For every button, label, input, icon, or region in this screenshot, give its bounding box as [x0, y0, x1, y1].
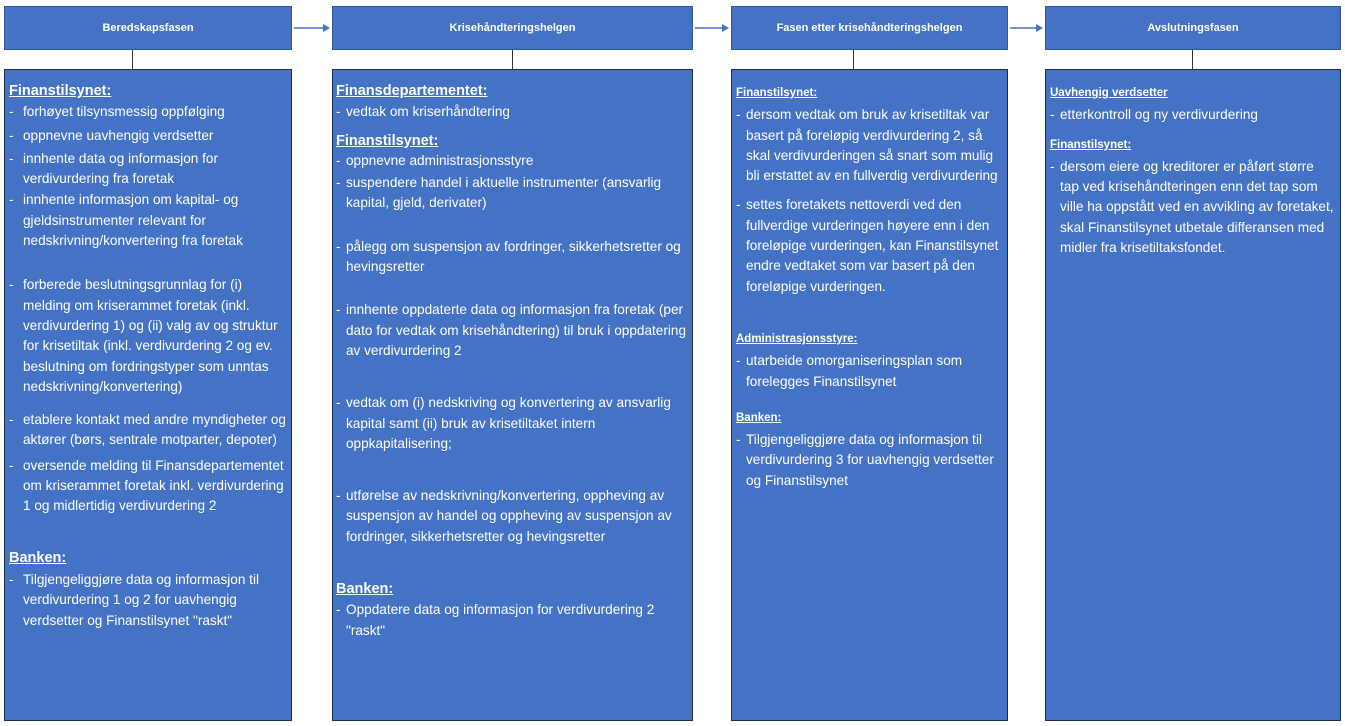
list-item: - utarbeide omorganiseringsplan som forelegges Finanstilsynet [736, 351, 1003, 392]
section-heading: Finanstilsynet: [336, 132, 439, 149]
section-heading: Banken: [336, 581, 394, 598]
list-item: - etablere kontakt med andre myndigheter og aktører (børs, sentrale motparter, depoter) [9, 410, 287, 451]
list-item: - forberede beslutningsgrunnlag for (i) melding om kriserammet foretak (inkl. verdivurdering 1) og (ii) valg av og struktur for krisetiltak (inkl. verdivurdering 2 og ev. beslutning om fordringstyper som unntas nedskrivning/konvertering) [9, 275, 287, 397]
list-item: - suspendere handel i aktuelle instrumenter (ansvarlig kapital, gjeld, derivater) [336, 173, 688, 214]
phase-box-beredskapsfasen [4, 69, 292, 721]
phase-box-avslutningsfasen [1045, 69, 1341, 721]
list-item: - vedtak om (i) nedskriving og konvertering av ansvarlig kapital samt (ii) bruk av krisetiltaket intern oppkapitalisering; [336, 393, 688, 454]
flow-arrow-icon [293, 22, 331, 34]
list-item: - innhente oppdaterte data og informasjon fra foretak (per dato for vedtak om krisehåndtering) til bruk i oppdatering av verdivurdering 2 [336, 300, 688, 361]
phase-header-avslutningsfasen [1045, 6, 1341, 50]
phase-title: Beredskapsfasen [102, 22, 194, 34]
phase-header-beredskapsfasen [4, 6, 292, 50]
list-item: - pålegg om suspensjon av fordringer, sikkerhetsretter og hevingsretter [336, 237, 688, 278]
section-heading: Administrasjonsstyre: [736, 332, 858, 345]
connector-line [853, 50, 854, 69]
phase-title: Krisehåndteringshelgen [449, 22, 576, 34]
section-heading: Banken: [736, 411, 782, 424]
section-heading: Banken: [9, 549, 67, 566]
list-item: - utførelse av nedskrivning/konvertering, oppheving av suspensjon av handel og oppheving av suspensjon av fordringer, sikkerhetsretter og hevingsretter [336, 486, 688, 547]
connector-line [1192, 50, 1193, 69]
list-item: - etterkontroll og ny verdivurdering [1050, 105, 1336, 125]
list-item: - oppnevne uavhengig verdsetter [9, 126, 287, 146]
list-item: - oppnevne administrasjonsstyre [336, 151, 688, 171]
section-heading: Uavhengig verdsetter [1050, 87, 1168, 99]
phase-title: Avslutningsfasen [1147, 22, 1239, 34]
list-item: - innhente informasjon om kapital- og gjeldsinstrumenter relevant for nedskrivning/konvertering fra foretak [9, 190, 287, 251]
phase-header-fasen-etter [731, 6, 1008, 50]
list-item: - innhente data og informasjon for verdivurdering fra foretak [9, 149, 287, 190]
connector-line [132, 50, 133, 69]
list-item: - settes foretakets nettoverdi ved den fullverdige vurderingen høyere enn i den foreløpige vurderingen, kan Finanstilsynet endre vedtaket som var basert på den foreløpige vurderingen. [736, 195, 1003, 296]
section-heading: Finanstilsynet: [9, 83, 112, 99]
section-heading: Finanstilsynet: [1050, 138, 1132, 151]
list-item: - Oppdatere data og informasjon for verdivurdering 2 "raskt" [336, 600, 688, 641]
connector-line [512, 50, 513, 69]
list-item: - forhøyet tilsynsmessig oppfølging [9, 102, 287, 122]
list-item: - Tilgjengeliggjøre data og informasjon til verdivurdering 1 og 2 for uavhengig verdsetter og Finanstilsynet "raskt" [9, 570, 287, 631]
list-item: - vedtak om kriserhåndtering [336, 102, 688, 122]
phase-box-fasen-etter [731, 69, 1008, 721]
flow-arrow-icon [694, 22, 730, 34]
list-item: - dersom vedtak om bruk av krisetiltak var basert på foreløpig verdivurdering 2, så skal verdivurderingen så snart som mulig bli erstattet av en fullverdig verdivurdering [736, 105, 1003, 186]
section-heading: Finanstilsynet: [736, 87, 818, 99]
phase-box-krisehandteringshelgen [332, 69, 693, 721]
list-item: - oversende melding til Finansdepartementet om kriserammet foretak inkl. verdivurdering 1 og midlertidig verdivurdering 2 [9, 456, 287, 517]
section-heading: Finansdepartementet: [336, 83, 488, 99]
flow-arrow-icon [1009, 22, 1044, 34]
phase-header-krisehandteringshelgen [332, 6, 693, 50]
list-item: - Tilgjengeliggjøre data og informasjon til verdivurdering 3 for uavhengig verdsetter og Finanstilsynet [736, 430, 1003, 491]
list-item: - dersom eiere og kreditorer er påført større tap ved krisehåndteringen enn det tap som ville ha oppstått ved en avvikling av foretaket, skal Finanstilsynet utbetale differansen med midler fra krisetiltaksfondet. [1050, 157, 1336, 258]
phase-title: Fasen etter krisehåndteringshelgen [776, 22, 963, 34]
